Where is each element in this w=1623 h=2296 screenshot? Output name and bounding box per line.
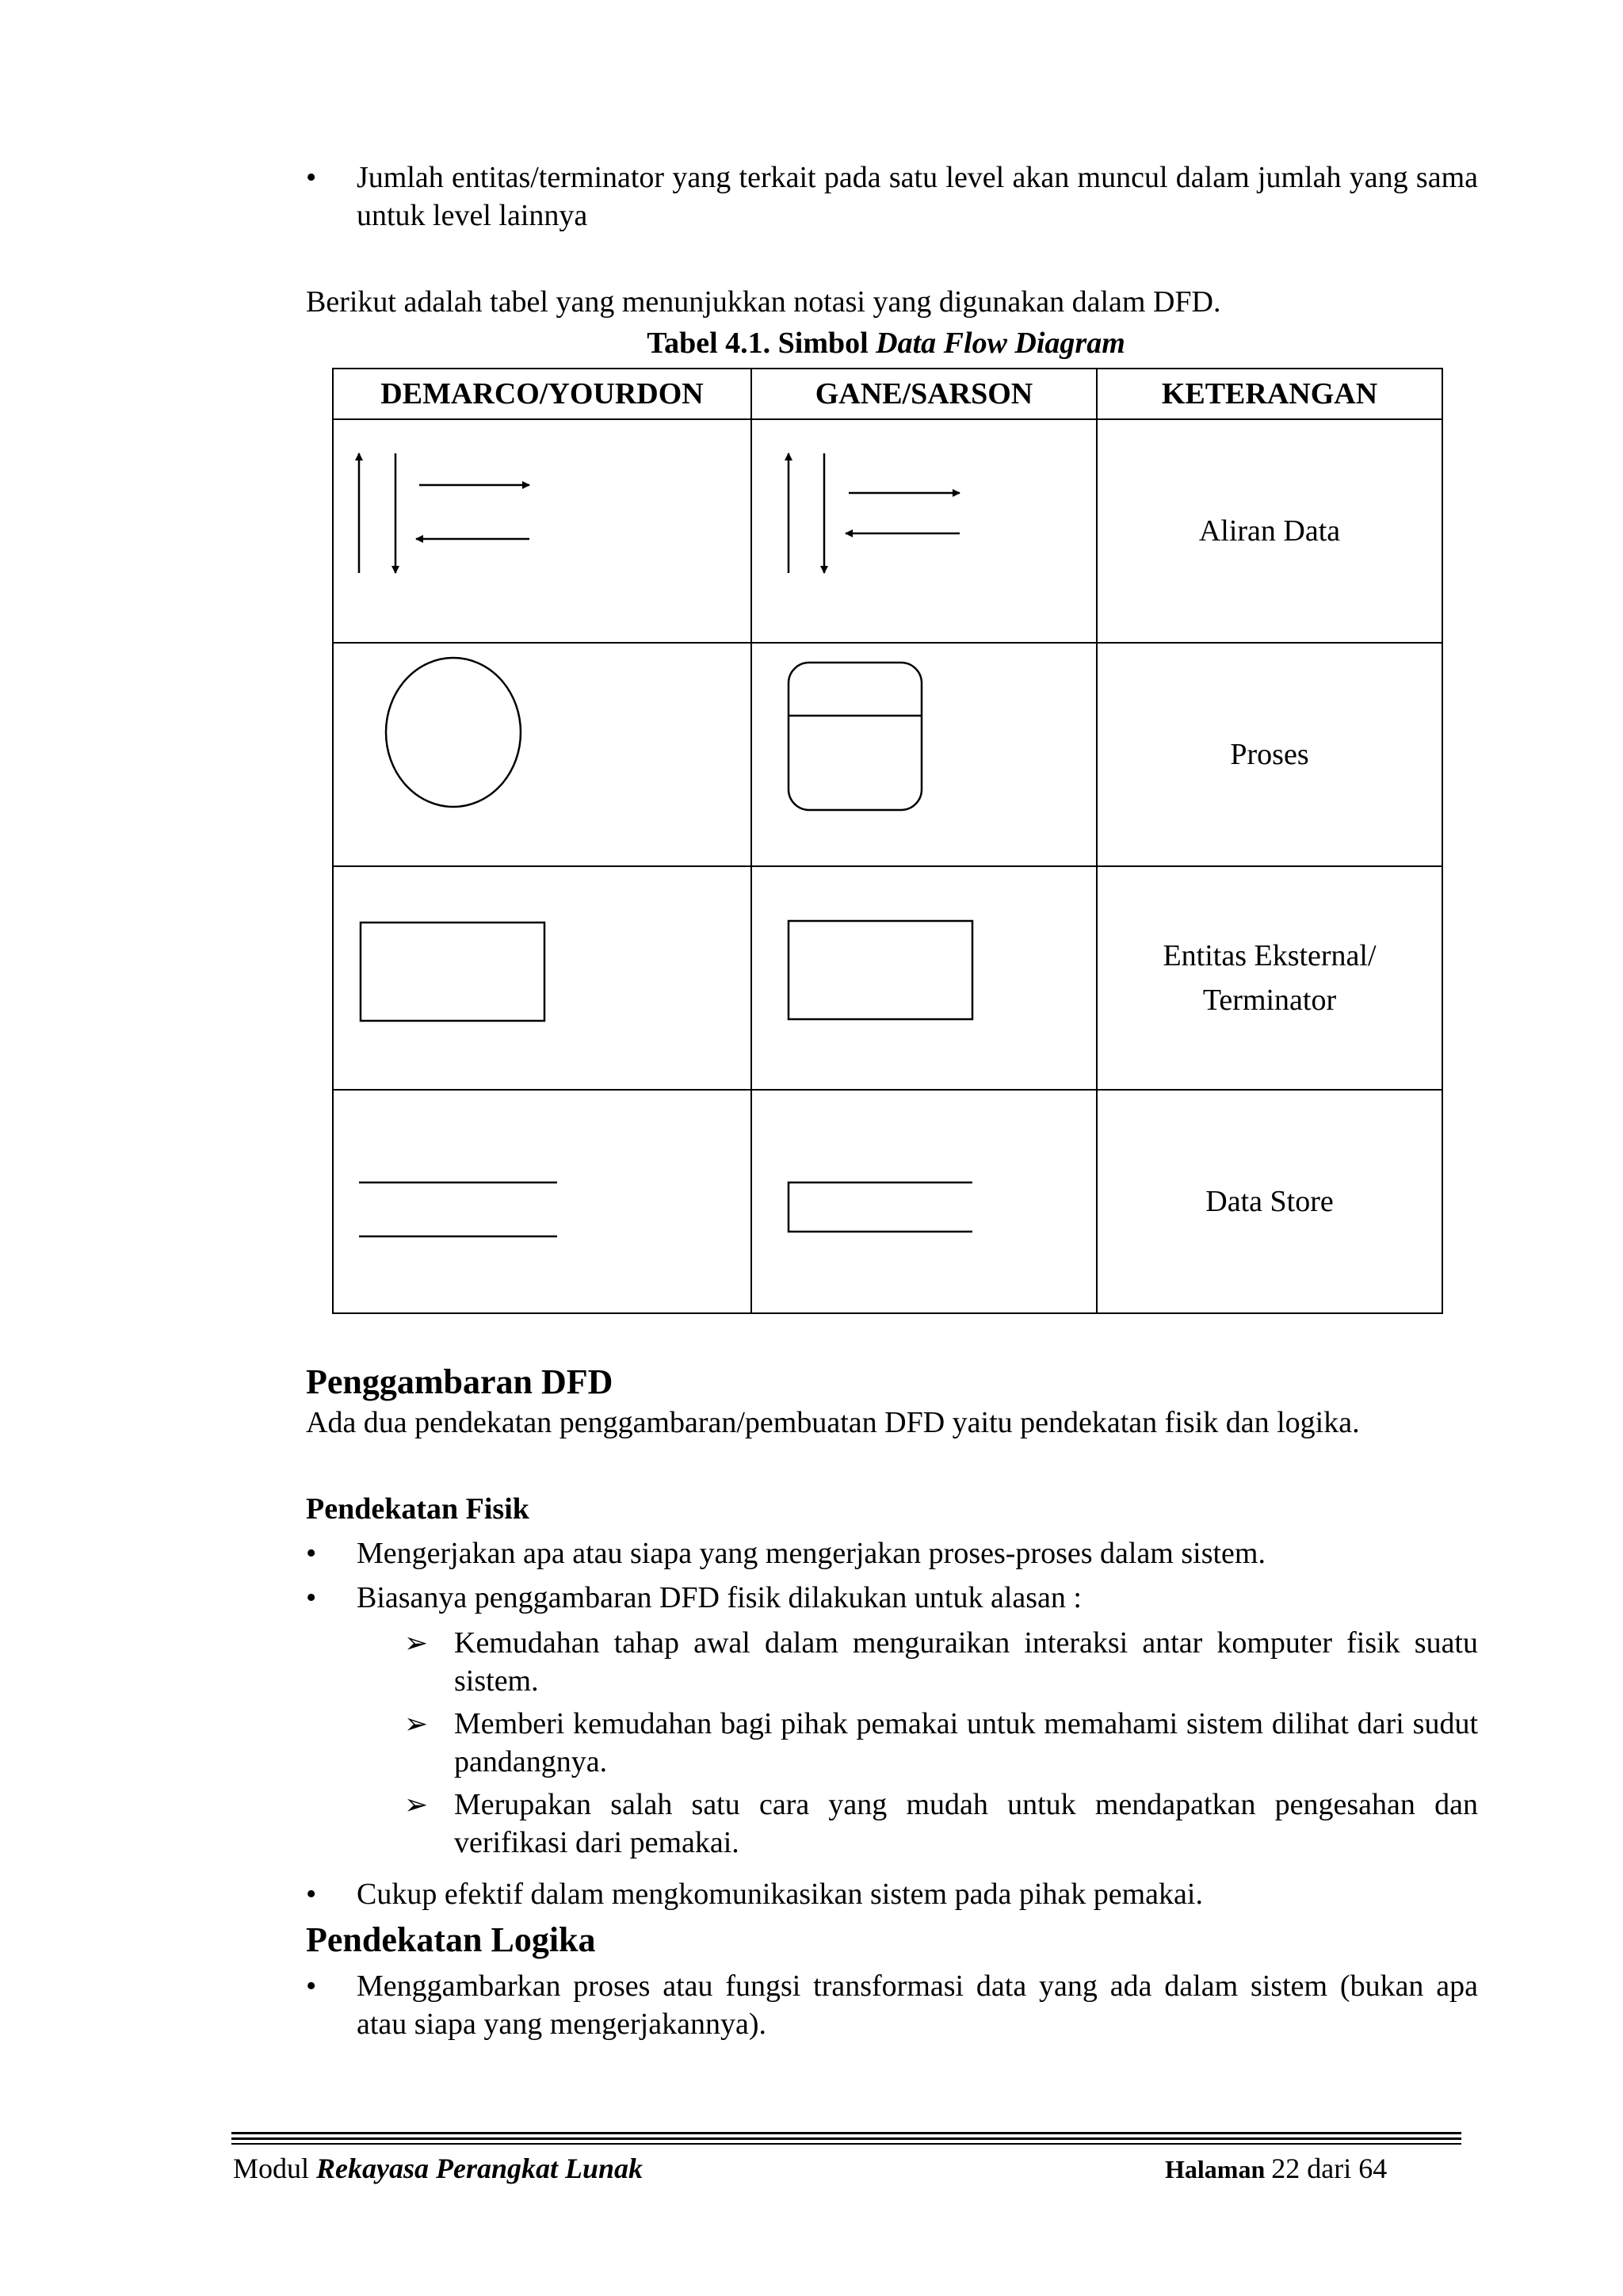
demarco-entity-cell <box>333 866 751 1090</box>
circle-process-icon <box>334 644 750 865</box>
section-title-logika: Pendekatan Logika <box>306 1920 596 1959</box>
gane-entity-cell <box>751 866 1097 1090</box>
intro-text: Berikut adalah tabel yang menunjukkan notasi yang digunakan dalam DFD. <box>306 285 1221 319</box>
footer-rule <box>231 2137 1461 2140</box>
table-caption <box>332 323 1440 363</box>
demarco-data-flow-cell <box>333 419 751 643</box>
table-header-row <box>333 369 1442 419</box>
section-text-penggambaran: Ada dua pendekatan penggambaran/pembuatan DFD yaitu pendekatan fisik dan logika. <box>306 1406 1360 1439</box>
demarco-arrows-icon <box>334 420 750 642</box>
header-gane: GANE/SARSON <box>751 369 1097 419</box>
bullet-icon: • <box>306 1969 317 2003</box>
table-row <box>333 1090 1442 1313</box>
dfd-symbol-table <box>332 368 1443 1314</box>
gane-store-cell <box>751 1090 1097 1313</box>
entitas-label <box>1097 866 1442 1090</box>
bullet-icon: • <box>306 1537 317 1570</box>
header-keterangan: KETERANGAN <box>1097 369 1442 419</box>
bullet-icon: • <box>306 161 317 194</box>
gane-data-flow-cell <box>751 419 1097 643</box>
footer-page-number: 22 dari 64 <box>1271 2153 1388 2184</box>
footer-module-title: Rekayasa Perangkat Lunak <box>316 2153 643 2184</box>
table-row <box>333 419 1442 643</box>
fisik-sub-1: Kemudahan tahap awal dalam menguraikan interaksi antar komputer fisik suatu sistem. <box>454 1626 1478 1698</box>
data-store-label: Data Store <box>1097 1090 1442 1313</box>
footer-right <box>1165 2149 1387 2188</box>
rounded-rect-process-icon <box>752 644 1096 865</box>
fisik-sub-2: Memberi kemudahan bagi pihak pemakai untuk memahami sistem dilihat dari sudut pandangnya. <box>454 1707 1478 1778</box>
arrowhead-bullet-icon: ➢ <box>404 1789 429 1820</box>
bullet-icon: • <box>306 1878 317 1911</box>
entitas-label-line1: Entitas Eksternal/ <box>1163 939 1377 972</box>
fisik-sub-3: Merupakan salah satu cara yang mudah untuk mendapatkan pengesahan dan verifikasi dari pemakai. <box>454 1788 1478 1859</box>
entitas-label-line2: Terminator <box>1202 984 1337 1017</box>
header-demarco: DEMARCO/YOURDON <box>333 369 751 419</box>
gane-arrows-icon <box>752 420 1096 642</box>
rectangle-entity-icon <box>334 867 750 1089</box>
open-rect-store-icon <box>752 1091 1096 1312</box>
subheading-fisik: Pendekatan Fisik <box>306 1492 529 1526</box>
footer-page-label: Halaman <box>1165 2155 1272 2183</box>
footer-left <box>233 2149 643 2187</box>
demarco-process-cell <box>333 643 751 866</box>
parallel-lines-store-icon <box>334 1091 750 1312</box>
footer-module-prefix: Modul <box>233 2153 317 2184</box>
fisik-bullet-1: Mengerjakan apa atau siapa yang mengerjakan proses-proses dalam sistem. <box>357 1537 1266 1570</box>
fisik-bullet-2: Biasanya penggambaran DFD fisik dilakukan untuk alasan : <box>357 1581 1082 1614</box>
logika-bullet-1: Menggambarkan proses atau fungsi transformasi data yang ada dalam sistem (bukan apa atau siapa yang mengerjakannya). <box>357 1969 1478 2041</box>
table-row <box>333 866 1442 1090</box>
footer-rule <box>231 2143 1461 2145</box>
bullet-icon: • <box>306 1581 317 1614</box>
rectangle-entity-icon <box>752 867 1096 1089</box>
proses-label: Proses <box>1097 643 1442 866</box>
arrowhead-bullet-icon: ➢ <box>404 1708 429 1740</box>
aliran-data-label: Aliran Data <box>1097 419 1442 643</box>
section-title-penggambaran: Penggambaran DFD <box>306 1362 613 1401</box>
gane-process-cell <box>751 643 1097 866</box>
fisik-bullet-3: Cukup efektif dalam mengkomunikasikan sistem pada pihak pemakai. <box>357 1878 1203 1911</box>
demarco-store-cell <box>333 1090 751 1313</box>
top-bullet-text: Jumlah entitas/terminator yang terkait pada satu level akan muncul dalam jumlah yang sama untuk level lainnya <box>357 161 1478 232</box>
table-row <box>333 643 1442 866</box>
table-caption-prefix: Tabel 4.1. Simbol <box>647 327 876 360</box>
table-caption-italic: Data Flow Diagram <box>876 327 1125 360</box>
arrowhead-bullet-icon: ➢ <box>404 1627 429 1659</box>
footer-rule <box>231 2132 1461 2134</box>
